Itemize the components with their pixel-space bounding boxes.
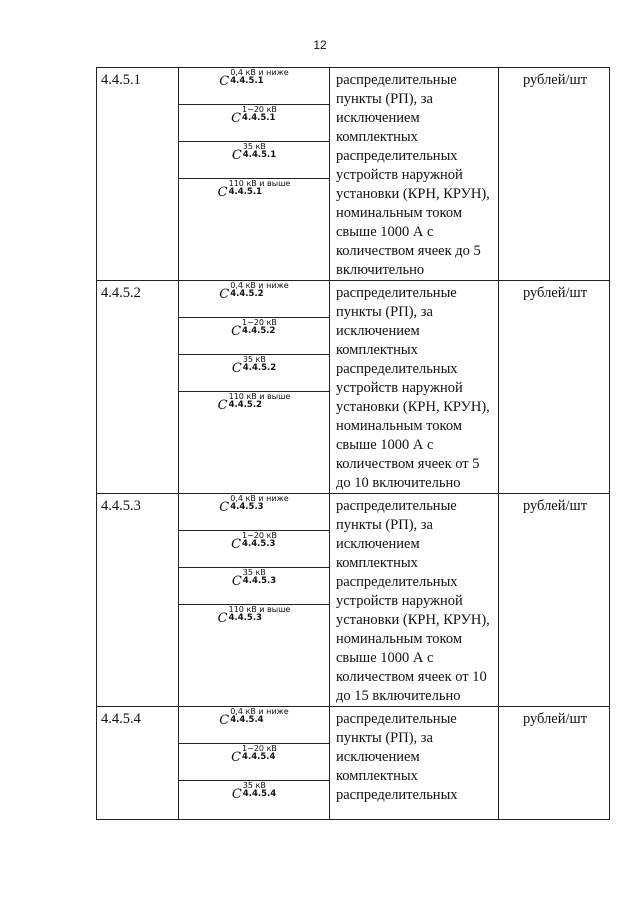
formula-item bbox=[179, 392, 329, 429]
formula-list bbox=[179, 68, 329, 215]
code-subscript: 4.4.5.3 bbox=[230, 502, 264, 512]
rate-formula bbox=[219, 707, 288, 726]
formula-item bbox=[179, 281, 329, 318]
voltage-superscript: 35 кВ bbox=[242, 568, 266, 577]
formula-item bbox=[179, 605, 329, 642]
table-row bbox=[97, 281, 610, 494]
formula-symbol: C bbox=[231, 111, 242, 126]
voltage-superscript: 0,4 кВ и ниже bbox=[230, 707, 289, 716]
row-description: распределительные пункты (РП), за исключением комплектных распределительных устройств наружной установки (КРН, КРУН), номинальным током свыше 1000 А с количеством ячеек от 5 до 10 включительно bbox=[330, 281, 499, 494]
formula-symbol: C bbox=[219, 287, 230, 302]
voltage-superscript: 110 кВ и выше bbox=[228, 179, 291, 188]
formula-symbol: C bbox=[219, 500, 230, 515]
formula-cell bbox=[179, 494, 330, 707]
table-row bbox=[97, 494, 610, 707]
formula-symbol: C bbox=[231, 361, 242, 376]
voltage-superscript: 35 кВ bbox=[242, 355, 266, 364]
formula-symbol: C bbox=[217, 398, 228, 413]
formula-item bbox=[179, 568, 329, 605]
formula-item bbox=[179, 105, 329, 142]
rate-formula bbox=[232, 781, 276, 800]
code-subscript: 4.4.5.2 bbox=[230, 289, 264, 299]
formula-symbol: C bbox=[231, 787, 242, 802]
formula-item bbox=[179, 531, 329, 568]
row-unit: рублей/шт bbox=[499, 281, 610, 494]
formula-symbol: C bbox=[217, 185, 228, 200]
rate-formula bbox=[232, 142, 276, 161]
row-code: 4.4.5.4 bbox=[97, 707, 179, 820]
formula-cell bbox=[179, 68, 330, 281]
formula-list bbox=[179, 281, 329, 428]
formula-item bbox=[179, 707, 329, 744]
code-subscript: 4.4.5.4 bbox=[242, 789, 277, 799]
rate-formula bbox=[232, 568, 276, 587]
code-subscript: 4.4.5.4 bbox=[242, 752, 276, 762]
formula-item bbox=[179, 744, 329, 781]
row-unit: рублей/шт bbox=[499, 707, 610, 820]
formula-symbol: C bbox=[231, 574, 242, 589]
rate-formula bbox=[219, 68, 288, 87]
formula-symbol: C bbox=[219, 713, 230, 728]
formula-symbol: C bbox=[231, 537, 242, 552]
formula-list bbox=[179, 707, 329, 817]
code-subscript: 4.4.5.1 bbox=[242, 150, 277, 160]
code-subscript: 4.4.5.2 bbox=[228, 400, 262, 410]
rate-formula bbox=[218, 179, 291, 198]
formula-symbol: C bbox=[219, 74, 230, 89]
code-subscript: 4.4.5.4 bbox=[230, 715, 264, 725]
row-description: распределительные пункты (РП), за исключением комплектных распределительных устройств наружной установки (КРН, КРУН), номинальным током свыше 1000 А с количеством ячеек до 5 включительно bbox=[330, 68, 499, 281]
row-code: 4.4.5.2 bbox=[97, 281, 179, 494]
table-row bbox=[97, 68, 610, 281]
row-code: 4.4.5.1 bbox=[97, 68, 179, 281]
voltage-superscript: 1−20 кВ bbox=[242, 531, 277, 540]
code-subscript: 4.4.5.2 bbox=[242, 363, 277, 373]
formula-symbol: C bbox=[217, 611, 228, 626]
rate-formula bbox=[219, 281, 288, 300]
formula-item bbox=[179, 355, 329, 392]
code-subscript: 4.4.5.1 bbox=[228, 187, 262, 197]
rate-formula bbox=[231, 744, 277, 763]
formula-cell bbox=[179, 707, 330, 820]
voltage-superscript: 1−20 кВ bbox=[242, 105, 277, 114]
rate-formula bbox=[231, 105, 277, 124]
formula-item bbox=[179, 68, 329, 105]
code-subscript: 4.4.5.3 bbox=[228, 613, 262, 623]
code-subscript: 4.4.5.3 bbox=[242, 576, 277, 586]
voltage-superscript: 110 кВ и выше bbox=[228, 392, 291, 401]
tariff-table bbox=[96, 67, 610, 820]
row-unit: рублей/шт bbox=[499, 494, 610, 707]
code-subscript: 4.4.5.1 bbox=[230, 76, 264, 86]
code-subscript: 4.4.5.2 bbox=[242, 326, 276, 336]
row-unit: рублей/шт bbox=[499, 68, 610, 281]
voltage-superscript: 1−20 кВ bbox=[242, 318, 277, 327]
formula-cell bbox=[179, 281, 330, 494]
voltage-superscript: 35 кВ bbox=[242, 142, 266, 151]
rate-formula bbox=[232, 355, 276, 374]
page-number: 12 bbox=[313, 38, 327, 52]
voltage-superscript: 0,4 кВ и ниже bbox=[230, 281, 289, 290]
voltage-superscript: 0,4 кВ и ниже bbox=[230, 494, 289, 503]
rate-formula bbox=[231, 318, 277, 337]
formula-symbol: C bbox=[231, 148, 242, 163]
voltage-superscript: 35 кВ bbox=[242, 781, 266, 790]
rate-formula bbox=[218, 392, 291, 411]
row-description: распределительные пункты (РП), за исключением комплектных распределительных устройств наружной установки (КРН, КРУН), номинальным током свыше 1000 А с количеством ячеек от 10 до 15 включительно bbox=[330, 494, 499, 707]
formula-item bbox=[179, 318, 329, 355]
code-subscript: 4.4.5.1 bbox=[242, 113, 276, 123]
formula-item bbox=[179, 781, 329, 818]
formula-item bbox=[179, 494, 329, 531]
formula-symbol: C bbox=[231, 750, 242, 765]
rate-formula bbox=[231, 531, 277, 550]
row-description: распределительные пункты (РП), за исключением комплектных распределительных bbox=[330, 707, 499, 820]
code-subscript: 4.4.5.3 bbox=[242, 539, 276, 549]
table-row bbox=[97, 707, 610, 820]
formula-item bbox=[179, 142, 329, 179]
voltage-superscript: 0,4 кВ и ниже bbox=[230, 68, 289, 77]
formula-symbol: C bbox=[231, 324, 242, 339]
voltage-superscript: 1−20 кВ bbox=[242, 744, 277, 753]
rate-formula bbox=[219, 494, 288, 513]
formula-item bbox=[179, 179, 329, 216]
rate-formula bbox=[218, 605, 291, 624]
row-code: 4.4.5.3 bbox=[97, 494, 179, 707]
formula-list bbox=[179, 494, 329, 641]
voltage-superscript: 110 кВ и выше bbox=[228, 605, 291, 614]
